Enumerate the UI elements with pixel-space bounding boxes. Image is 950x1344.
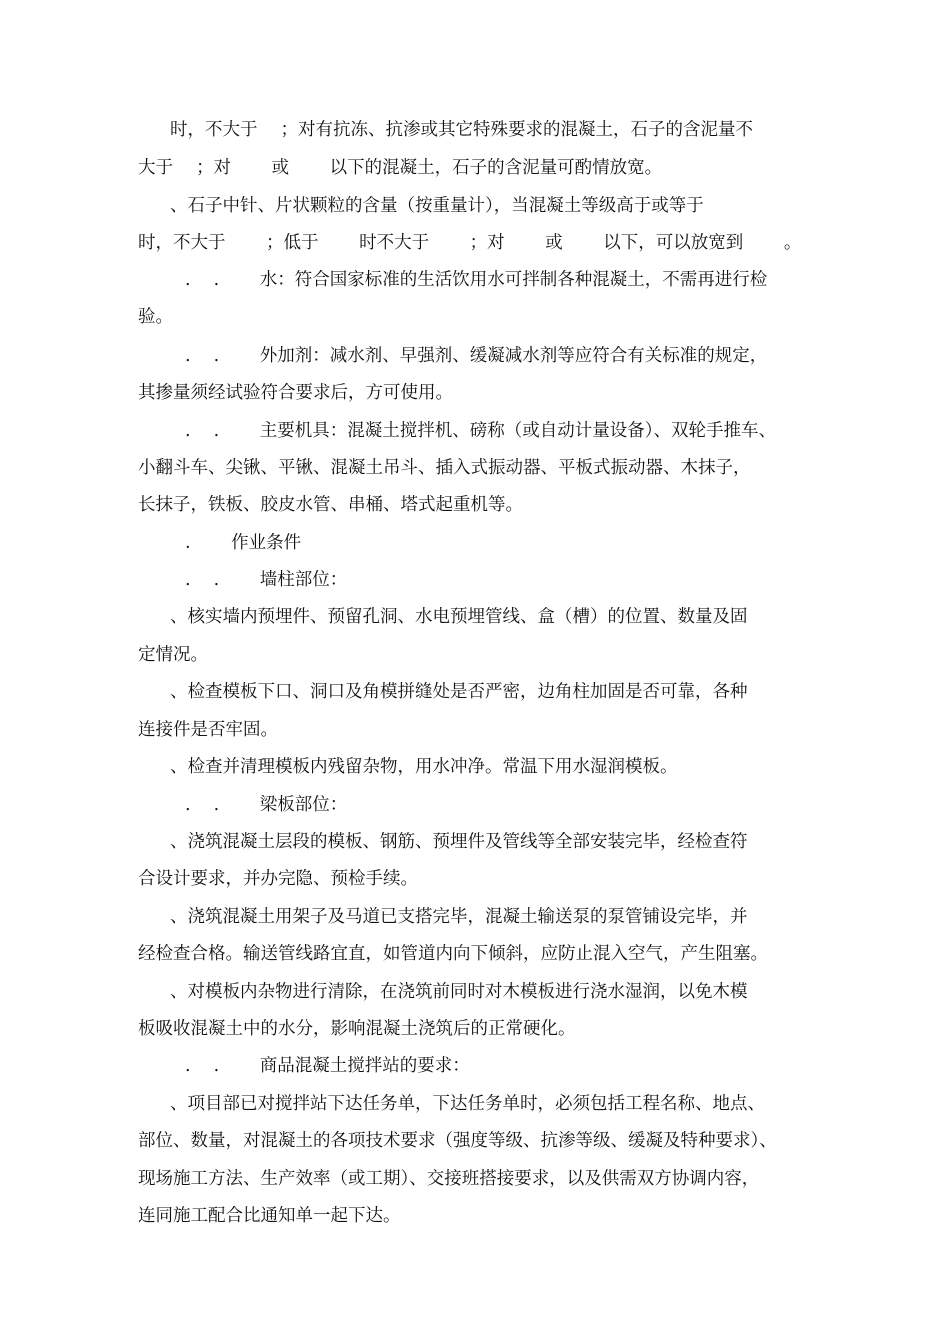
text-line: 验。	[138, 307, 173, 327]
text-line: 小翻斗车、尖锹、平锹、混凝土吊斗、插入式振动器、平板式振动器、木抹子，	[138, 458, 751, 478]
text-line: 、检查模板下口、洞口及角模拼缝处是否严密，边角柱加固是否可靠，各种	[170, 682, 748, 702]
text-line: 、浇筑混凝土用架子及马道已支搭完毕，混凝土输送泵的泵管铺设完毕，并	[170, 907, 748, 927]
section-heading: . 作业条件	[185, 533, 302, 553]
subsection-heading: . . 梁板部位：	[185, 795, 348, 815]
text-line: 合设计要求，并办完隐、预检手续。	[138, 869, 418, 889]
text-line: 、项目部已对搅拌站下达任务单，下达任务单时，必须包括工程名称、地点、	[170, 1094, 765, 1114]
text-line: 板吸收混凝土中的水分，影响混凝土浇筑后的正常硬化。	[138, 1019, 576, 1039]
text-line: 、检查并清理模板内残留杂物，用水冲净。常温下用水湿润模板。	[170, 757, 678, 777]
text-line: 长抹子，铁板、胶皮水管、串桶、塔式起重机等。	[138, 495, 523, 515]
text-line: 、核实墙内预埋件、预留孔洞、水电预埋管线、盒（槽）的位置、数量及固	[170, 607, 748, 627]
text-line: 经检查合格。输送管线路宜直，如管道内向下倾斜，应防止混入空气，产生阻塞。	[138, 944, 768, 964]
text-line: . . 外加剂：减水剂、早强剂、缓凝减水剂等应符合有关标准的规定，	[185, 346, 768, 366]
text-line: 部位、数量，对混凝土的各项技术要求（强度等级、抗渗等级、缓凝及特种要求）、	[138, 1131, 777, 1151]
text-line: . . 主要机具：混凝土搅拌机、磅称（或自动计量设备）、双轮手推车、	[185, 421, 776, 441]
text-line: 连同施工配合比通知单一起下达。	[138, 1206, 401, 1226]
text-line: 时，不大于 ；对有抗冻、抗渗或其它特殊要求的混凝土，石子的含泥量不	[170, 120, 754, 140]
text-line: 、浇筑混凝土层段的模板、钢筋、预埋件及管线等全部安装完毕，经检查符	[170, 832, 748, 852]
text-line: 时，不大于 ；低于 时不大于 ；对 或 以下，可以放宽到 。	[138, 233, 802, 253]
text-line: 连接件是否牢固。	[138, 720, 278, 740]
subsection-heading: . . 商品混凝土搅拌站的要求：	[185, 1056, 470, 1076]
text-line: 现场施工方法、生产效率（或工期）、交接班搭接要求，以及供需双方协调内容，	[138, 1169, 760, 1189]
text-line: 、石子中针、片状颗粒的含量（按重量计），当混凝土等级高于或等于	[170, 196, 704, 216]
text-line: 、对模板内杂物进行清除，在浇筑前同时对木模板进行浇水湿润，以免木模	[170, 982, 748, 1002]
text-line: 定情况。	[138, 645, 208, 665]
text-line: 其掺量须经试验符合要求后，方可使用。	[138, 383, 453, 403]
text-line: 大于 ；对 或 以下的混凝土，石子的含泥量可酌情放宽。	[138, 158, 663, 178]
text-line: . . 水：符合国家标准的生活饮用水可拌制各种混凝土，不需再进行检	[185, 270, 768, 290]
subsection-heading: . . 墙柱部位：	[185, 570, 348, 590]
